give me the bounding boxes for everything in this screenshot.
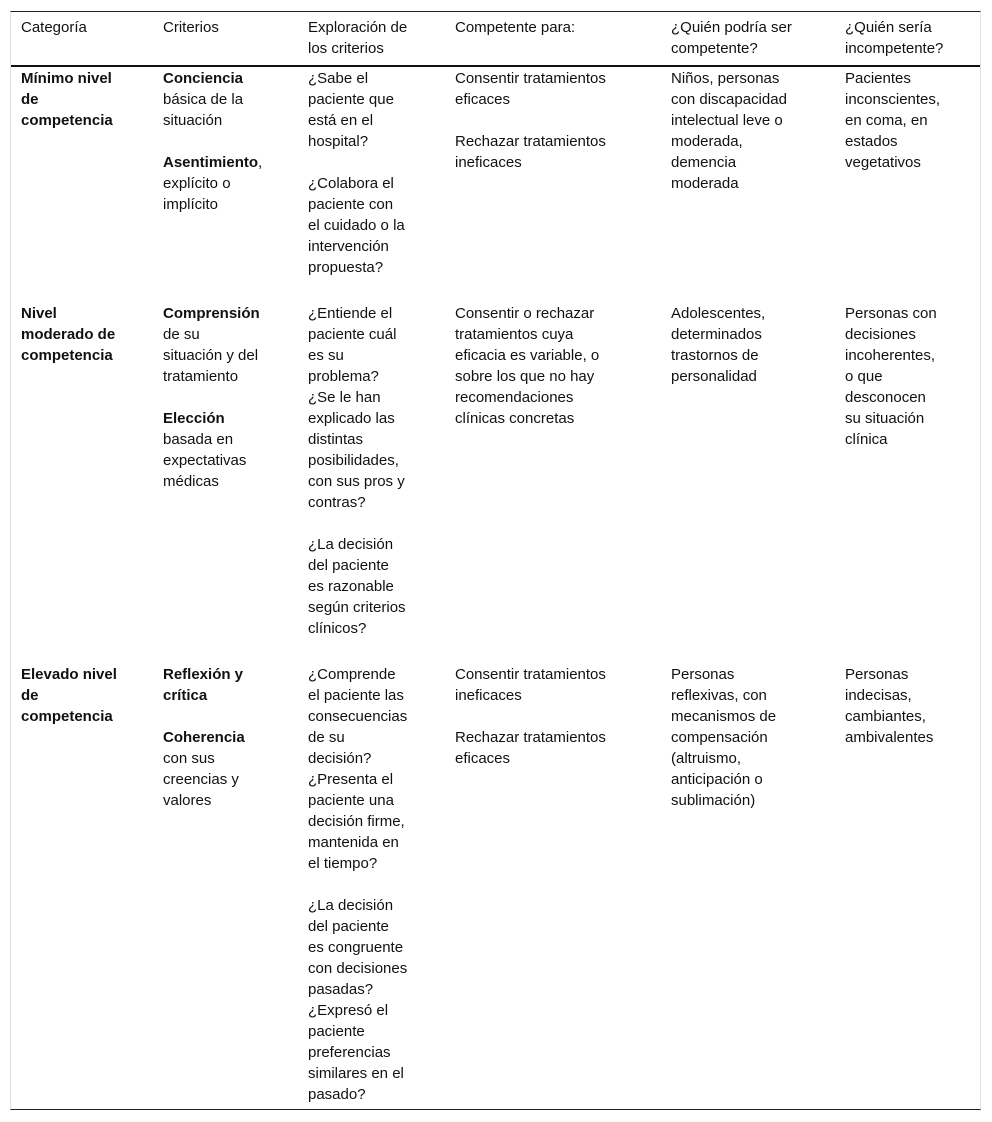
text-line: intervención xyxy=(308,238,389,255)
text-line: desconocen xyxy=(845,389,926,406)
cell-quien-incompetente xyxy=(845,664,933,748)
text-line: posibilidades, xyxy=(308,452,399,469)
cell-categoria xyxy=(21,664,117,727)
text-line: ambivalentes xyxy=(845,729,934,746)
text-line: con sus xyxy=(163,750,215,767)
text-line: eficaces xyxy=(455,91,511,108)
text-line: intelectual leve o xyxy=(671,112,783,129)
text-line: estados xyxy=(845,133,898,150)
text-line: ineficaces xyxy=(455,687,522,704)
text-line: con sus pros y xyxy=(308,473,405,490)
text-line: ¿Entiende el xyxy=(308,305,393,322)
text-line: competencia xyxy=(21,347,113,364)
text-line: sobre los que no hay xyxy=(455,368,595,385)
text-line: expectativas xyxy=(163,452,247,469)
text-line: demencia xyxy=(671,154,737,171)
header-competente-para xyxy=(455,17,575,38)
text-tail: , xyxy=(258,154,263,171)
text-line: Niños, personas xyxy=(671,70,780,87)
text-line: el tiempo? xyxy=(308,855,378,872)
text-line: paciente que xyxy=(308,91,394,108)
text-line: Consentir tratamientos xyxy=(455,70,606,87)
text-line: clínica xyxy=(845,431,888,448)
text-line: médicas xyxy=(163,473,219,490)
header-criterios xyxy=(163,17,219,38)
header-text: Exploración de xyxy=(308,19,408,36)
text-line: Rechazar tratamientos xyxy=(455,729,606,746)
criterion-title-line xyxy=(163,152,262,173)
text-line: situación y del xyxy=(163,347,259,364)
cell-criterios xyxy=(163,664,245,811)
text-line: es congruente xyxy=(308,939,404,956)
criterion-title: crítica xyxy=(163,687,208,704)
text-line: moderado de xyxy=(21,326,116,343)
text-line: con decisiones xyxy=(308,960,408,977)
text-line: problema? xyxy=(308,368,379,385)
text-line: valores xyxy=(163,792,212,809)
text-line: Pacientes xyxy=(845,70,911,87)
cell-exploracion xyxy=(308,68,405,278)
header-categoria xyxy=(21,17,87,38)
text-line: basada en xyxy=(163,431,234,448)
text-line: tratamientos cuya xyxy=(455,326,574,343)
cell-quien-incompetente xyxy=(845,303,937,450)
text-line: Adolescentes, xyxy=(671,305,766,322)
text-line: ¿La decisión xyxy=(308,536,394,553)
header-quien-incompetente xyxy=(845,17,943,59)
text-line: competencia xyxy=(21,708,113,725)
text-line: propuesta? xyxy=(308,259,384,276)
text-line: competencia xyxy=(21,112,113,129)
text-line: Rechazar tratamientos xyxy=(455,133,606,150)
text-line: de su xyxy=(163,326,200,343)
text-line: el paciente las xyxy=(308,687,404,704)
text-line: similares en el xyxy=(308,1065,404,1082)
text-line: Personas xyxy=(671,666,735,683)
text-line: pasadas? xyxy=(308,981,374,998)
text-line: tratamiento xyxy=(163,368,239,385)
cell-categoria xyxy=(21,68,113,131)
text-line: ¿La decisión xyxy=(308,897,394,914)
cell-competente-para xyxy=(455,303,599,429)
text-line: incoherentes, xyxy=(845,347,936,364)
text-line: paciente cuál xyxy=(308,326,397,343)
text-line: moderada, xyxy=(671,133,743,150)
text-line: básica de la xyxy=(163,91,244,108)
cell-criterios xyxy=(163,68,262,215)
text-line: explícito o xyxy=(163,175,231,192)
text-line: sublimación) xyxy=(671,792,756,809)
cell-competente-para xyxy=(455,664,606,769)
text-line: preferencias xyxy=(308,1044,391,1061)
text-line: de su xyxy=(308,729,345,746)
text-line: trastornos de xyxy=(671,347,759,364)
text-line: de xyxy=(21,91,39,108)
text-line: creencias y xyxy=(163,771,239,788)
text-line: es su xyxy=(308,347,344,364)
text-line: cambiantes, xyxy=(845,708,926,725)
text-line: ineficaces xyxy=(455,154,522,171)
cell-quien-competente xyxy=(671,303,765,387)
header-exploracion xyxy=(308,17,407,59)
cell-competente-para xyxy=(455,68,606,173)
text-line: Elevado nivel xyxy=(21,666,117,683)
text-line: hospital? xyxy=(308,133,369,150)
text-line: eficacia es variable, o xyxy=(455,347,600,364)
text-line: eficaces xyxy=(455,750,511,767)
text-line: con discapacidad xyxy=(671,91,787,108)
text-line: Mínimo nivel xyxy=(21,70,112,87)
criterion-title: Conciencia xyxy=(163,70,244,87)
text-line: explicado las xyxy=(308,410,395,427)
text-line: clínicas concretas xyxy=(455,410,575,427)
header-text: ¿Quién sería xyxy=(845,19,932,36)
text-line: en coma, en xyxy=(845,112,928,129)
cell-quien-competente xyxy=(671,68,787,194)
text-line: clínicos? xyxy=(308,620,367,637)
text-line: ¿Expresó el xyxy=(308,1002,389,1019)
cell-exploracion xyxy=(308,664,407,1105)
cell-categoria xyxy=(21,303,115,366)
text-line: ¿Se le han xyxy=(308,389,381,406)
header-text: Categoría xyxy=(21,19,87,36)
text-line: consecuencias xyxy=(308,708,408,725)
text-line: reflexivas, con xyxy=(671,687,767,704)
text-line: pasado? xyxy=(308,1086,366,1103)
header-text: competente? xyxy=(671,40,758,57)
text-line: personalidad xyxy=(671,368,757,385)
criterion-title: Coherencia xyxy=(163,729,245,746)
text-line: está en el xyxy=(308,112,374,129)
text-line: moderada xyxy=(671,175,739,192)
criterion-title: Comprensión xyxy=(163,305,260,322)
text-line: ¿Colabora el xyxy=(308,175,394,192)
text-line: (altruismo, xyxy=(671,750,742,767)
text-line: paciente una xyxy=(308,792,394,809)
text-line: Personas xyxy=(845,666,909,683)
text-line: contras? xyxy=(308,494,366,511)
text-line: inconscientes, xyxy=(845,91,941,108)
criterion-title-line xyxy=(163,408,260,429)
header-text: ¿Quién podría ser xyxy=(671,19,792,36)
text-line: paciente con xyxy=(308,196,394,213)
criterion-title: Asentimiento xyxy=(163,154,259,171)
text-line: o que xyxy=(845,368,883,385)
text-line: indecisas, xyxy=(845,687,912,704)
text-line: ¿Sabe el xyxy=(308,70,369,87)
text-line: vegetativos xyxy=(845,154,921,171)
text-line: Nivel xyxy=(21,305,57,322)
text-line: distintas xyxy=(308,431,364,448)
text-line: Consentir tratamientos xyxy=(455,666,606,683)
text-line: recomendaciones xyxy=(455,389,574,406)
header-text: incompetente? xyxy=(845,40,944,57)
cell-quien-competente xyxy=(671,664,776,811)
text-line: paciente xyxy=(308,1023,365,1040)
text-line: anticipación o xyxy=(671,771,763,788)
text-line: según criterios xyxy=(308,599,406,616)
text-line: compensación xyxy=(671,729,768,746)
text-line: el cuidado o la xyxy=(308,217,405,234)
text-line: mecanismos de xyxy=(671,708,777,725)
text-line: Consentir o rechazar xyxy=(455,305,595,322)
competence-table xyxy=(10,11,981,1110)
header-text: Competente para: xyxy=(455,19,576,36)
cell-criterios xyxy=(163,303,260,492)
text-line: del paciente xyxy=(308,918,389,935)
cell-exploracion xyxy=(308,303,406,639)
header-text: Criterios xyxy=(163,19,219,36)
header-text: los criterios xyxy=(308,40,384,57)
text-line: ¿Presenta el xyxy=(308,771,394,788)
header-divider xyxy=(11,65,980,67)
text-line: implícito xyxy=(163,196,219,213)
text-line: situación xyxy=(163,112,223,129)
text-line: de xyxy=(21,687,39,704)
text-line: Personas con xyxy=(845,305,937,322)
text-line: ¿Comprende xyxy=(308,666,396,683)
criterion-title: Reflexión y xyxy=(163,666,244,683)
text-line: mantenida en xyxy=(308,834,399,851)
header-quien-competente xyxy=(671,17,792,59)
criterion-title: Elección xyxy=(163,410,225,427)
text-line: decisiones xyxy=(845,326,916,343)
text-line: del paciente xyxy=(308,557,389,574)
text-line: su situación xyxy=(845,410,925,427)
cell-quien-incompetente xyxy=(845,68,940,173)
text-line: determinados xyxy=(671,326,762,343)
text-line: decisión? xyxy=(308,750,372,767)
text-line: decisión firme, xyxy=(308,813,405,830)
text-line: es razonable xyxy=(308,578,394,595)
